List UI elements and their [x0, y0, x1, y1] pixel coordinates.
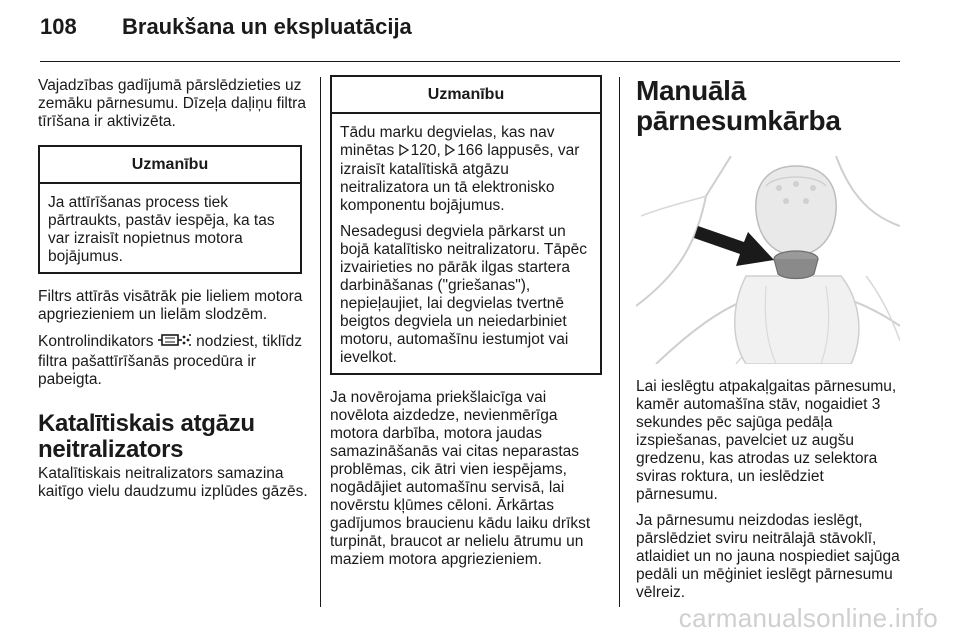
filter-paragraph: Filtrs attīrās visātrāk pie lieliem motora apgriezieniem un lielām slodzēm. [38, 288, 303, 323]
reverse-gear-paragraph: Lai ieslēgtu atpakaļgaitas pārnesumu, kamēr automašīna stāv, nogaidiet 3 sekundes pēc sajūga pedāļa izspiešanas, pavelciet uz augšu gredzenu, kas atrodas uz selektora sviras roktura, un ieslēdziet pārnesumu. [636, 378, 897, 503]
indicator-text-before: Kontrolindikators [38, 333, 154, 350]
column-1 [38, 77, 308, 509]
caution-fuel-paragraph [340, 124, 592, 215]
column-divider [619, 77, 620, 607]
column-2 [330, 75, 602, 577]
caution-fuel-text: Tādu marku degvielas, kas nav minētas [340, 124, 555, 159]
page-title: Braukšana un ekspluatācija [122, 14, 412, 39]
column-3 [636, 70, 906, 610]
caution-fuel-text-end: var izraisīt katalītiskā atgāzu neitralizatora un tā elektronisko komponentu bojājumus. [340, 142, 580, 214]
page-ref-arrow-icon [445, 143, 455, 161]
page-header [40, 14, 412, 40]
caution-text: Ja attīrīšanas process tiek pārtraukts, pastāv iespēja, ka tas var izraisīt nopietnus motora bojājumus. [48, 194, 275, 265]
intro-paragraph: Vajadzības gadījumā pārslēdzieties uz zemāku pārnesumu. Dīzeļa daļiņu filtra tīrīšana ir aktivizēta. [38, 77, 306, 130]
page-number: 108 [40, 14, 77, 39]
catalyst-heading [38, 411, 308, 463]
watermark: carmanualsonline.info [678, 603, 938, 633]
catalyst-heading-line1: Katalītiskais atgāzu [38, 410, 255, 437]
heading-line2: pārnesumkārba [636, 105, 841, 136]
page-ref-166[interactable]: 166 lappusēs, [457, 142, 554, 159]
misfire-paragraph: Ja novērojama priekšlaicīga vai novēlota aizdedze, nevienmērīga motora darbība, motora jaudas samazināšanās vai citas neparastas problēmas, cik ātri vien iespējams, nogādājiet automašīnu servisā, lai novērstu kļūmes cēloni. Ārkārtas gadījumos braucienu kādu laiku drīkst turpināt, braucot ar nelielu ātrumu un maziem motora apgriezieniem. [330, 389, 591, 568]
page-ref-arrow-icon [399, 143, 409, 161]
gear-lever-illustration [636, 156, 900, 364]
header-rule [40, 61, 900, 62]
indicator-text-after: nodziest, tiklīdz filtra pašattīrīšanās procedūra ir pabeigta. [38, 333, 303, 388]
dpf-warning-icon [158, 332, 192, 353]
heading-line1: Manuālā [636, 75, 746, 106]
indicator-paragraph [38, 332, 308, 389]
catalyst-paragraph: Katalītiskais neitralizators samazina kaitīgo vielu daudzumu izplūdes gāzēs. [38, 465, 308, 500]
caution-overheat-paragraph: Nesadegusi degviela pārkarst un bojā katalītisko neitralizatoru. Tāpēc izvairieties no pārāk ilgas startera darbināšanas ("griešanas"), nepieļaujiet, lai degvielas tvertnē beigtos degviela un neiedarbiniet motoru, automašīnu iestumjot vai ievelkot. [340, 223, 587, 366]
page-ref-120[interactable]: 120, [410, 142, 441, 159]
catalyst-heading-line2: neitralizators [38, 436, 184, 463]
caution-box [38, 145, 302, 274]
caution-title: Uzmanību [40, 147, 300, 184]
column-divider [320, 77, 321, 607]
retry-paragraph: Ja pārnesumu neizdodas ieslēgt, pārslēdziet sviru neitrālajā stāvoklī, atlaidiet un no jauna nospiediet sajūga pedāli un mēģiniet ieslēgt pārnesumu vēlreiz. [636, 512, 900, 601]
caution-title: Uzmanību [332, 77, 600, 114]
caution-box [330, 75, 602, 375]
manual-gearbox-heading [636, 76, 906, 136]
